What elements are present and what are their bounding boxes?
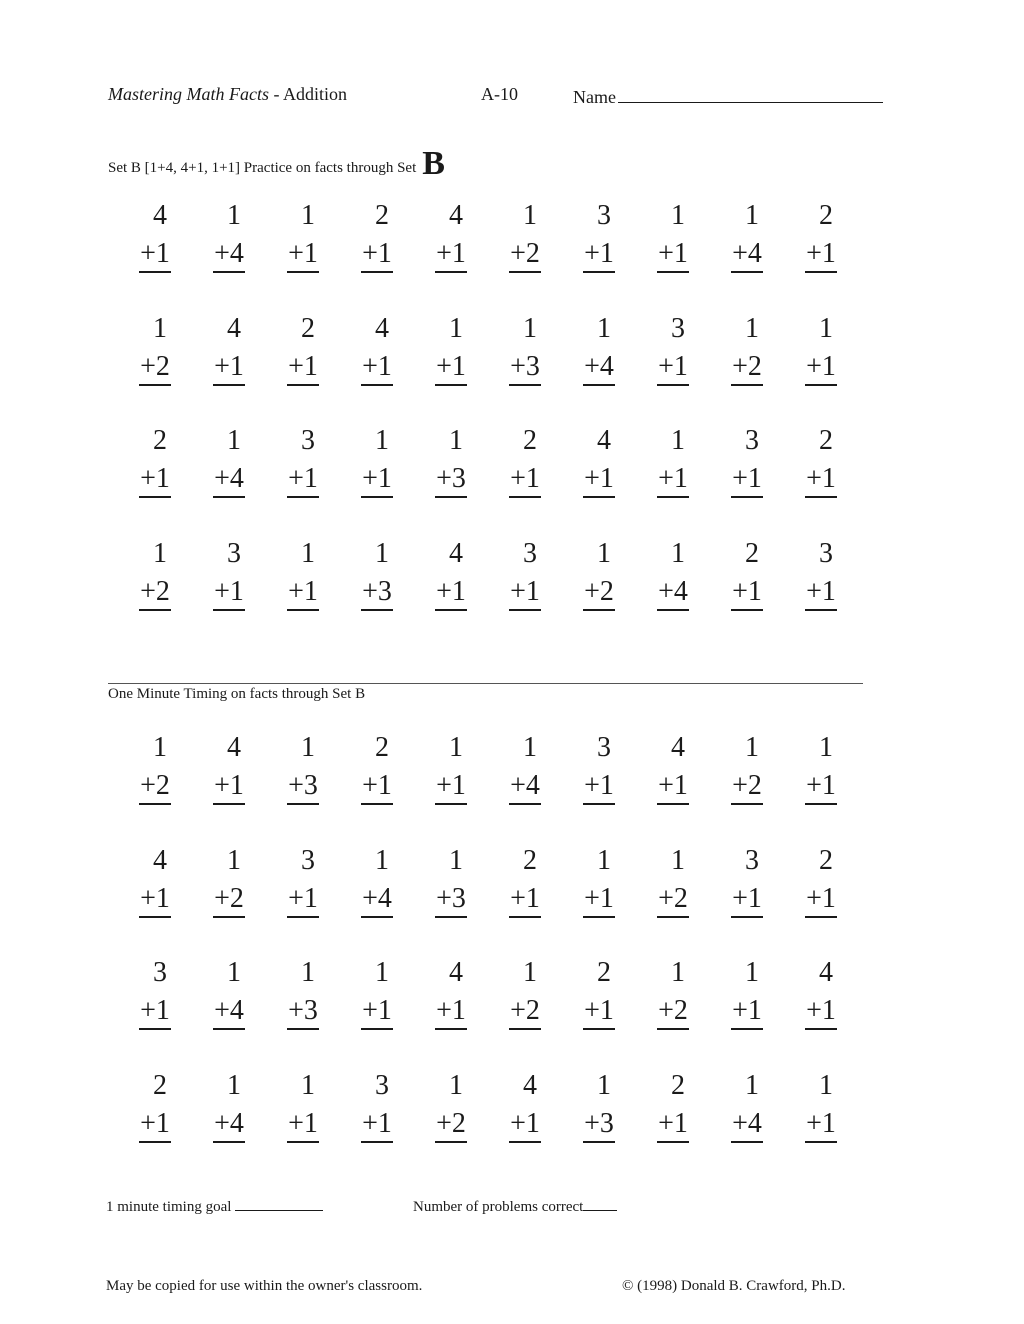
problem-addend: +1 bbox=[287, 462, 319, 498]
practice-problem-row bbox=[118, 535, 858, 648]
addition-problem bbox=[636, 535, 710, 648]
problems-correct-blank bbox=[583, 1196, 617, 1211]
problem-top-number: 1 bbox=[745, 732, 759, 763]
problem-addend: +2 bbox=[139, 350, 171, 386]
addition-problem bbox=[118, 310, 192, 423]
problem-top-number: 1 bbox=[597, 1069, 611, 1101]
problem-top-number: 1 bbox=[301, 537, 315, 569]
problem-addend: +1 bbox=[213, 350, 245, 386]
addition-problem bbox=[488, 310, 562, 423]
problem-top-number: 4 bbox=[523, 1069, 537, 1101]
addition-problem bbox=[488, 197, 562, 310]
addition-problem bbox=[488, 842, 562, 955]
problem-top-number: 1 bbox=[523, 200, 537, 231]
problem-top-number: 2 bbox=[153, 1069, 167, 1101]
addition-problem bbox=[118, 954, 192, 1067]
addition-problem bbox=[562, 310, 636, 423]
problem-top-number: 3 bbox=[671, 312, 685, 344]
worksheet-title bbox=[108, 84, 347, 105]
name-label: Name bbox=[573, 87, 616, 107]
problem-addend: +1 bbox=[657, 769, 689, 805]
problem-addend: +4 bbox=[731, 1107, 763, 1143]
addition-problem bbox=[710, 310, 784, 423]
practice-set-letter: B bbox=[422, 145, 445, 182]
problem-addend: +1 bbox=[361, 350, 393, 386]
addition-problem bbox=[192, 197, 266, 310]
problem-top-number: 3 bbox=[745, 425, 759, 456]
problem-top-number: 2 bbox=[153, 425, 167, 456]
problem-addend: +3 bbox=[361, 575, 393, 611]
problem-addend: +1 bbox=[583, 882, 615, 918]
problem-top-number: 1 bbox=[449, 1069, 463, 1101]
timing-problem-row bbox=[118, 842, 858, 955]
problem-addend: +4 bbox=[509, 769, 541, 805]
problem-addend: +1 bbox=[361, 994, 393, 1030]
practice-label-text: Set B [1+4, 4+1, 1+1] Practice on facts through Set bbox=[108, 160, 417, 176]
addition-problem bbox=[784, 954, 858, 1067]
problem-top-number: 4 bbox=[153, 844, 167, 876]
addition-problem bbox=[266, 1067, 340, 1180]
addition-problem bbox=[340, 310, 414, 423]
problem-addend: +4 bbox=[731, 237, 763, 273]
timing-goal-label: 1 minute timing goal bbox=[106, 1199, 232, 1215]
addition-problem bbox=[192, 1067, 266, 1180]
addition-problem bbox=[192, 842, 266, 955]
addition-problem bbox=[192, 535, 266, 648]
problem-addend: +1 bbox=[657, 1107, 689, 1143]
problem-addend: +1 bbox=[435, 350, 467, 386]
problem-top-number: 1 bbox=[745, 312, 759, 344]
problem-top-number: 1 bbox=[597, 844, 611, 876]
addition-problem bbox=[710, 954, 784, 1067]
problem-addend: +1 bbox=[731, 575, 763, 611]
problem-addend: +1 bbox=[805, 575, 837, 611]
addition-problem bbox=[414, 535, 488, 648]
problem-top-number: 2 bbox=[523, 844, 537, 876]
name-blank-line bbox=[618, 84, 883, 103]
problem-top-number: 3 bbox=[597, 200, 611, 231]
timing-problem-row bbox=[118, 954, 858, 1067]
addition-problem bbox=[710, 1067, 784, 1180]
title-italic: Mastering Math Facts bbox=[108, 84, 269, 104]
section-divider bbox=[108, 683, 863, 684]
addition-problem bbox=[784, 1067, 858, 1180]
addition-problem bbox=[414, 1067, 488, 1180]
problem-top-number: 1 bbox=[449, 844, 463, 876]
problem-top-number: 1 bbox=[227, 1069, 241, 1101]
problem-addend: +1 bbox=[731, 994, 763, 1030]
problem-addend: +1 bbox=[361, 462, 393, 498]
name-field bbox=[573, 84, 898, 108]
problem-addend: +1 bbox=[583, 769, 615, 805]
problem-addend: +1 bbox=[213, 575, 245, 611]
problem-addend: +1 bbox=[435, 769, 467, 805]
problem-top-number: 1 bbox=[597, 537, 611, 569]
addition-problem bbox=[266, 954, 340, 1067]
problem-addend: +3 bbox=[583, 1107, 615, 1143]
practice-section-label bbox=[108, 145, 445, 182]
addition-problem bbox=[340, 954, 414, 1067]
problem-addend: +4 bbox=[657, 575, 689, 611]
timing-section-label: One Minute Timing on facts through Set B bbox=[108, 686, 366, 702]
problem-top-number: 4 bbox=[449, 537, 463, 569]
problems-correct-label: Number of problems correct bbox=[413, 1199, 584, 1215]
problem-top-number: 1 bbox=[227, 957, 241, 988]
addition-problem bbox=[266, 310, 340, 423]
addition-problem bbox=[488, 1067, 562, 1180]
problem-addend: +2 bbox=[657, 882, 689, 918]
problem-addend: +2 bbox=[583, 575, 615, 611]
problem-top-number: 4 bbox=[227, 732, 241, 763]
problem-top-number: 1 bbox=[671, 425, 685, 456]
addition-problem bbox=[192, 729, 266, 842]
problem-top-number: 2 bbox=[597, 957, 611, 988]
problem-top-number: 1 bbox=[597, 312, 611, 344]
problem-top-number: 1 bbox=[301, 957, 315, 988]
problem-top-number: 1 bbox=[227, 200, 241, 231]
problem-top-number: 3 bbox=[745, 844, 759, 876]
problem-addend: +2 bbox=[213, 882, 245, 918]
problem-addend: +1 bbox=[805, 350, 837, 386]
addition-problem bbox=[488, 729, 562, 842]
problem-top-number: 2 bbox=[671, 1069, 685, 1101]
addition-problem bbox=[636, 729, 710, 842]
problem-addend: +1 bbox=[287, 237, 319, 273]
addition-problem bbox=[562, 842, 636, 955]
problem-top-number: 2 bbox=[819, 425, 833, 456]
addition-problem bbox=[266, 842, 340, 955]
addition-problem bbox=[562, 422, 636, 535]
problem-addend: +2 bbox=[139, 575, 171, 611]
addition-problem bbox=[118, 842, 192, 955]
addition-problem bbox=[340, 842, 414, 955]
problem-addend: +2 bbox=[509, 237, 541, 273]
problem-top-number: 1 bbox=[819, 312, 833, 344]
problem-top-number: 1 bbox=[227, 425, 241, 456]
problem-addend: +1 bbox=[805, 882, 837, 918]
problem-addend: +2 bbox=[139, 769, 171, 805]
problem-addend: +1 bbox=[657, 237, 689, 273]
problem-top-number: 1 bbox=[523, 312, 537, 344]
problem-addend: +4 bbox=[583, 350, 615, 386]
problem-addend: +1 bbox=[435, 237, 467, 273]
addition-problem bbox=[710, 842, 784, 955]
problem-top-number: 3 bbox=[227, 537, 241, 569]
addition-problem bbox=[710, 729, 784, 842]
timing-goal-blank bbox=[235, 1196, 323, 1211]
addition-problem bbox=[192, 310, 266, 423]
problem-top-number: 1 bbox=[375, 537, 389, 569]
problem-top-number: 2 bbox=[819, 200, 833, 231]
addition-problem bbox=[414, 729, 488, 842]
worksheet-header bbox=[108, 84, 898, 114]
addition-problem bbox=[710, 197, 784, 310]
addition-problem bbox=[636, 842, 710, 955]
addition-problem bbox=[562, 729, 636, 842]
problem-top-number: 1 bbox=[671, 200, 685, 231]
problem-addend: +3 bbox=[509, 350, 541, 386]
copy-permission-note: May be copied for use within the owner's classroom. bbox=[106, 1278, 423, 1294]
addition-problem bbox=[414, 954, 488, 1067]
problem-top-number: 1 bbox=[449, 312, 463, 344]
addition-problem bbox=[562, 535, 636, 648]
problem-top-number: 4 bbox=[449, 957, 463, 988]
problem-top-number: 3 bbox=[523, 537, 537, 569]
addition-problem bbox=[118, 1067, 192, 1180]
addition-problem bbox=[488, 954, 562, 1067]
problem-top-number: 1 bbox=[523, 732, 537, 763]
practice-problem-row bbox=[118, 310, 858, 423]
problem-top-number: 4 bbox=[819, 957, 833, 988]
problem-top-number: 4 bbox=[671, 732, 685, 763]
problem-addend: +1 bbox=[657, 462, 689, 498]
problem-top-number: 4 bbox=[153, 200, 167, 231]
problem-addend: +2 bbox=[657, 994, 689, 1030]
problems-correct bbox=[413, 1196, 617, 1216]
problem-addend: +3 bbox=[435, 462, 467, 498]
addition-problem bbox=[192, 422, 266, 535]
problem-top-number: 2 bbox=[375, 200, 389, 231]
problem-addend: +3 bbox=[287, 994, 319, 1030]
problem-addend: +1 bbox=[287, 575, 319, 611]
addition-problem bbox=[636, 422, 710, 535]
problem-addend: +1 bbox=[509, 882, 541, 918]
problem-addend: +1 bbox=[805, 1107, 837, 1143]
addition-problem bbox=[118, 729, 192, 842]
problem-addend: +2 bbox=[731, 769, 763, 805]
problem-top-number: 1 bbox=[153, 732, 167, 763]
copyright-notice: © (1998) Donald B. Crawford, Ph.D. bbox=[622, 1278, 846, 1294]
addition-problem bbox=[784, 310, 858, 423]
problem-addend: +2 bbox=[509, 994, 541, 1030]
problem-top-number: 1 bbox=[671, 957, 685, 988]
problem-addend: +4 bbox=[213, 462, 245, 498]
addition-problem bbox=[636, 197, 710, 310]
problem-top-number: 3 bbox=[153, 957, 167, 988]
addition-problem bbox=[192, 954, 266, 1067]
addition-problem bbox=[118, 197, 192, 310]
timing-problem-grid bbox=[118, 729, 858, 1179]
problem-top-number: 1 bbox=[745, 957, 759, 988]
problem-top-number: 3 bbox=[375, 1069, 389, 1101]
addition-problem bbox=[784, 197, 858, 310]
problem-addend: +1 bbox=[805, 769, 837, 805]
problem-addend: +1 bbox=[805, 994, 837, 1030]
problem-top-number: 2 bbox=[745, 537, 759, 569]
problem-top-number: 3 bbox=[301, 425, 315, 456]
problem-addend: +1 bbox=[287, 1107, 319, 1143]
problem-addend: +1 bbox=[509, 575, 541, 611]
problem-top-number: 1 bbox=[745, 200, 759, 231]
problem-top-number: 4 bbox=[375, 312, 389, 344]
addition-problem bbox=[266, 422, 340, 535]
problem-addend: +4 bbox=[213, 994, 245, 1030]
problem-addend: +1 bbox=[731, 462, 763, 498]
addition-problem bbox=[784, 422, 858, 535]
addition-problem bbox=[414, 422, 488, 535]
addition-problem bbox=[266, 729, 340, 842]
addition-problem bbox=[488, 535, 562, 648]
problem-top-number: 3 bbox=[819, 537, 833, 569]
addition-problem bbox=[340, 729, 414, 842]
problem-addend: +3 bbox=[287, 769, 319, 805]
problem-addend: +2 bbox=[731, 350, 763, 386]
worksheet-code: A-10 bbox=[481, 84, 518, 104]
problem-top-number: 1 bbox=[523, 957, 537, 988]
problem-top-number: 2 bbox=[375, 732, 389, 763]
problem-top-number: 1 bbox=[449, 732, 463, 763]
problem-top-number: 1 bbox=[449, 425, 463, 456]
addition-problem bbox=[710, 422, 784, 535]
problem-top-number: 1 bbox=[375, 957, 389, 988]
title-rest: - Addition bbox=[268, 84, 347, 104]
problem-top-number: 4 bbox=[227, 312, 241, 344]
addition-problem bbox=[340, 197, 414, 310]
problem-addend: +1 bbox=[435, 575, 467, 611]
problem-addend: +1 bbox=[287, 882, 319, 918]
practice-problem-row bbox=[118, 197, 858, 310]
problem-addend: +1 bbox=[139, 882, 171, 918]
problem-top-number: 1 bbox=[227, 844, 241, 876]
practice-problem-row bbox=[118, 422, 858, 535]
addition-problem bbox=[562, 954, 636, 1067]
problem-top-number: 1 bbox=[153, 537, 167, 569]
addition-problem bbox=[488, 422, 562, 535]
problem-addend: +4 bbox=[213, 237, 245, 273]
problem-addend: +3 bbox=[435, 882, 467, 918]
addition-problem bbox=[710, 535, 784, 648]
problem-addend: +1 bbox=[361, 237, 393, 273]
problem-top-number: 1 bbox=[375, 844, 389, 876]
problem-top-number: 1 bbox=[153, 312, 167, 344]
problem-addend: +4 bbox=[213, 1107, 245, 1143]
addition-problem bbox=[340, 535, 414, 648]
practice-problem-grid bbox=[118, 197, 858, 647]
addition-problem bbox=[414, 310, 488, 423]
problem-top-number: 4 bbox=[597, 425, 611, 456]
problem-addend: +1 bbox=[583, 462, 615, 498]
problem-addend: +1 bbox=[731, 882, 763, 918]
addition-problem bbox=[414, 842, 488, 955]
problem-addend: +1 bbox=[139, 1107, 171, 1143]
problem-top-number: 1 bbox=[671, 537, 685, 569]
addition-problem bbox=[562, 1067, 636, 1180]
problem-addend: +1 bbox=[583, 237, 615, 273]
addition-problem bbox=[266, 535, 340, 648]
problem-top-number: 1 bbox=[375, 425, 389, 456]
problem-top-number: 1 bbox=[301, 1069, 315, 1101]
problem-top-number: 1 bbox=[671, 844, 685, 876]
timing-problem-row bbox=[118, 729, 858, 842]
addition-problem bbox=[636, 1067, 710, 1180]
addition-problem bbox=[118, 535, 192, 648]
problem-top-number: 2 bbox=[523, 425, 537, 456]
problem-addend: +1 bbox=[657, 350, 689, 386]
addition-problem bbox=[562, 197, 636, 310]
problem-addend: +1 bbox=[583, 994, 615, 1030]
problem-top-number: 4 bbox=[449, 200, 463, 231]
problem-top-number: 3 bbox=[301, 844, 315, 876]
problem-addend: +1 bbox=[139, 462, 171, 498]
problem-top-number: 2 bbox=[819, 844, 833, 876]
addition-problem bbox=[118, 422, 192, 535]
problem-addend: +1 bbox=[361, 769, 393, 805]
problem-addend: +2 bbox=[435, 1107, 467, 1143]
addition-problem bbox=[340, 422, 414, 535]
addition-problem bbox=[784, 535, 858, 648]
problem-top-number: 3 bbox=[597, 732, 611, 763]
addition-problem bbox=[784, 842, 858, 955]
problem-addend: +1 bbox=[139, 994, 171, 1030]
addition-problem bbox=[636, 954, 710, 1067]
problem-addend: +4 bbox=[361, 882, 393, 918]
addition-problem bbox=[266, 197, 340, 310]
problem-top-number: 1 bbox=[745, 1069, 759, 1101]
problem-addend: +1 bbox=[139, 237, 171, 273]
problem-addend: +1 bbox=[805, 237, 837, 273]
timing-goal bbox=[106, 1196, 323, 1216]
problem-addend: +1 bbox=[805, 462, 837, 498]
addition-problem bbox=[784, 729, 858, 842]
problem-addend: +1 bbox=[287, 350, 319, 386]
addition-problem bbox=[340, 1067, 414, 1180]
problem-top-number: 2 bbox=[301, 312, 315, 344]
addition-problem bbox=[414, 197, 488, 310]
problem-top-number: 1 bbox=[819, 732, 833, 763]
problem-addend: +1 bbox=[213, 769, 245, 805]
problem-addend: +1 bbox=[509, 1107, 541, 1143]
timing-problem-row bbox=[118, 1067, 858, 1180]
addition-problem bbox=[636, 310, 710, 423]
problem-addend: +1 bbox=[435, 994, 467, 1030]
problem-top-number: 1 bbox=[301, 732, 315, 763]
problem-addend: +1 bbox=[361, 1107, 393, 1143]
problem-addend: +1 bbox=[509, 462, 541, 498]
problem-top-number: 1 bbox=[819, 1069, 833, 1101]
problem-top-number: 1 bbox=[301, 200, 315, 231]
